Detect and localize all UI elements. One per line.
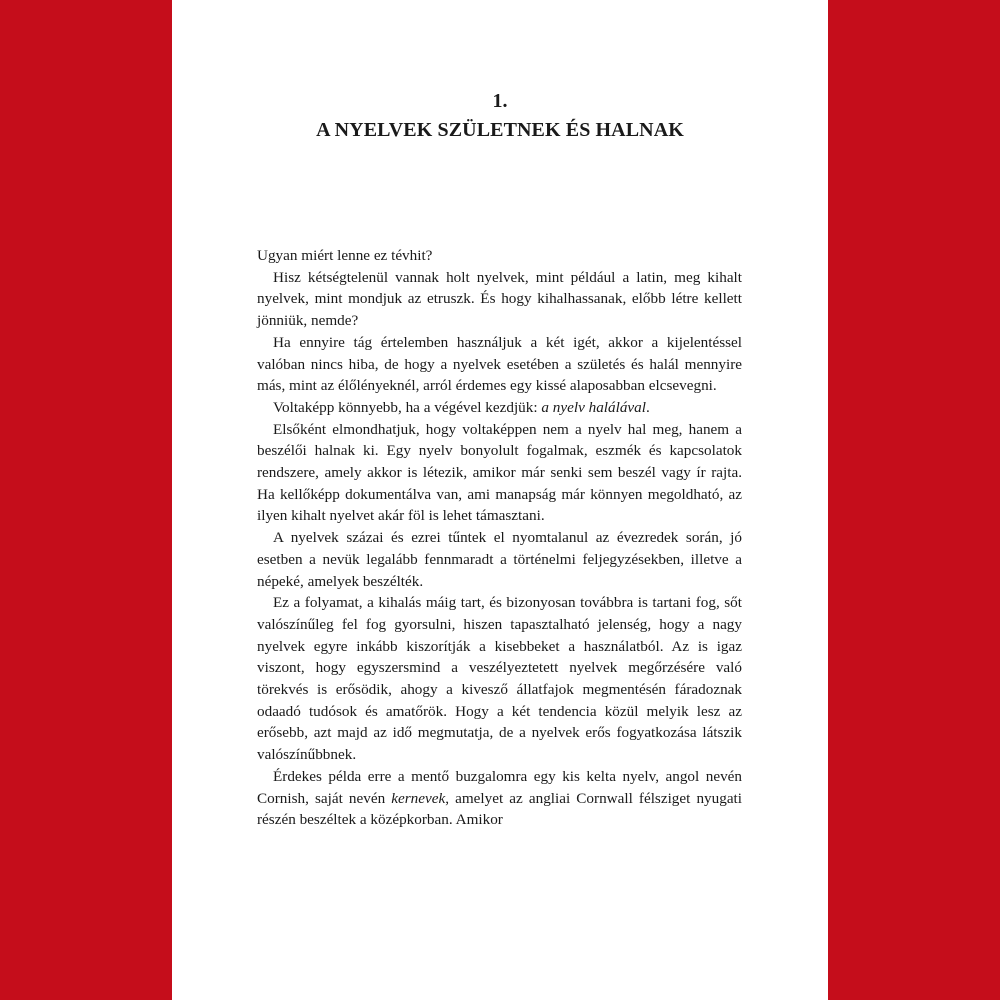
paragraph-4-italic: a nyelv halálával: [541, 398, 646, 416]
paragraph-8-end: , amelyet az angliai Cornwall félsziget nyugati részén beszéltek a középkorban. Amikor: [257, 789, 742, 829]
chapter-title: A NYELVEK SZÜLETNEK ÉS HALNAK: [316, 119, 684, 141]
chapter-number: 1.: [492, 90, 508, 112]
paragraph-7: Ez a folyamat, a kihalás máig tart, és bizonyosan továbbra is tartani fog, sőt valószínűleg fel fog gyorsulni, hiszen tapasztalható jelenség, hogy a nagy nyelvek egyre inkább kiszorítják a kisebbeket a használatból. Az is igaz viszont, hogy egyszersmind a veszélyeztetett nyelvek megőrzésére való törekvés is erősödik, ahogy a kivesző állatfajok megmentésén fáradoznak odaadó tudósok és amatőrök. Hogy a két tendencia közül melyik lesz az erősebb, azt majd az idő megmutatja, de a nyelvek erős fogyatkozása látszik valószínűbbnek.: [257, 594, 742, 764]
paragraph-2: Hisz kétségtelenül vannak holt nyelvek, mint például a latin, meg kihalt nyelvek, mint mondjuk az etruszk. És hogy kihalhassanak, előbb létre kellett jönniük, nemde?: [257, 268, 742, 330]
book-page: [172, 0, 828, 1000]
paragraph-4-end: .: [645, 398, 650, 416]
paragraph-8-text: Érdekes példa erre a mentő buzgalomra egy kis kelta nyelv, angol nevén Cornish, saját nevén: [257, 767, 742, 807]
paragraph-6: A nyelvek százai és ezrei tűntek el nyomtalanul az évezredek során, jó esetben a nevük legalább fennmaradt a történelmi feljegyzésekben, illetve a népeké, amelyek beszélték.: [257, 529, 742, 590]
paragraph-1: Ugyan miért lenne ez tévhit?: [257, 247, 433, 264]
paragraph-8: [257, 766, 742, 831]
left-red-band: [0, 0, 172, 1000]
paragraph-8-italic: kernevek: [391, 789, 446, 807]
paragraph-3: Ha ennyire tág értelemben használjuk a két igét, akkor a kijelentéssel valóban nincs hiba, de hogy a nyelvek esetében a születés és halál mennyire más, mint az élőlényeknél, arról érdemes egy kissé alaposabban elcsevegni.: [257, 333, 742, 395]
paragraph-4: [257, 397, 742, 419]
right-red-band: [828, 0, 1000, 1000]
paragraph-5: Elsőként elmondhatjuk, hogy voltaképpen nem a nyelv hal meg, hanem a beszélői halnak ki. Egy nyelv bonyolult fogalmak, eszmék és kapcsolatok rendszere, amely akkor is létezik, amikor már senki sem beszél vagy ír rajta. Ha kellőképp dokumentálva van, ami manapság már könnyen megoldható, az ilyen kihalt nyelvet akár föl is lehet támasztani.: [257, 420, 742, 525]
paragraph-4-text: Voltaképp könnyebb, ha a végével kezdjük:: [273, 398, 542, 416]
body-text: [257, 245, 742, 831]
